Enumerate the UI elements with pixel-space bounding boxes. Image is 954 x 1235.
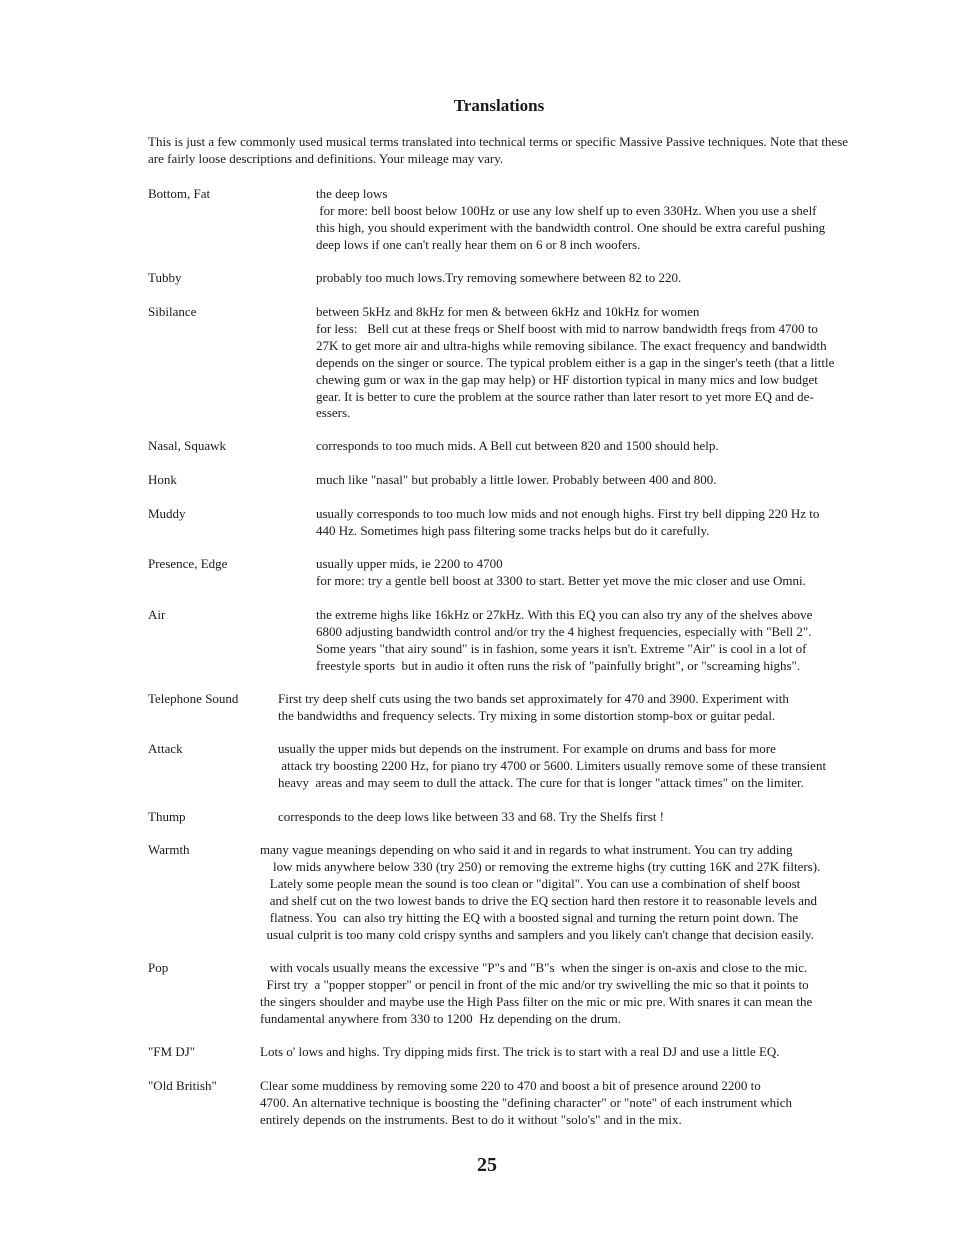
glossary-definition xyxy=(316,506,854,540)
definition-line: for more: try a gentle bell boost at 3300 to start. Better yet move the mic closer and use Omni. xyxy=(316,572,806,588)
definition-line: flatness. You can also try hitting the EQ with a boosted signal and turning the return point down. The xyxy=(260,909,799,925)
glossary-term: Attack xyxy=(148,741,183,756)
glossary-term: Thump xyxy=(148,809,186,824)
glossary-term: Presence, Edge xyxy=(148,556,228,571)
definition-line: the deep lows xyxy=(316,186,388,201)
definition-line: 440 Hz. Sometimes high pass filtering some tracks helps but do it carefully. xyxy=(316,522,710,538)
definition-line: 4700. An alternative technique is boosting the "defining character" or "note" of each instrument which xyxy=(260,1094,793,1110)
definition-line: 6800 adjusting bandwidth control and/or try the 4 highest frequencies, especially with "Bell 2". xyxy=(316,623,812,639)
glossary-definition xyxy=(260,1044,854,1061)
definition-line: much like "nasal" but probably a little lower. Probably between 400 and 800. xyxy=(316,472,717,487)
glossary-definition xyxy=(278,691,854,725)
definition-line: this high, you should experiment with the bandwidth control. One should be extra careful pushing xyxy=(316,219,826,235)
definition-line: the extreme highs like 16kHz or 27kHz. With this EQ you can also try any of the shelves above xyxy=(316,607,813,622)
page-title: Translations xyxy=(453,96,545,115)
glossary-definition xyxy=(260,1078,854,1129)
glossary-term: Pop xyxy=(148,960,169,975)
definition-line: fundamental anywhere from 330 to 1200 Hz depending on the drum. xyxy=(260,1010,622,1026)
definition-line: 27K to get more air and ultra-highs while removing sibilance. The exact frequency and bandwidth xyxy=(316,337,827,353)
definition-line: Lately some people mean the sound is too clean or "digital". You can use a combination of shelf boost xyxy=(260,875,801,891)
glossary-definition xyxy=(316,304,854,422)
definition-line: deep lows if one can't really hear them on 6 or 8 inch woofers. xyxy=(316,236,641,252)
definition-line: chewing gum or wax in the gap may help) or HF distortion typical in many mics and low budget xyxy=(316,371,818,387)
glossary-definition xyxy=(316,438,854,455)
definition-line: corresponds to the deep lows like between 33 and 68. Try the Shelfs first ! xyxy=(278,809,664,824)
glossary-definition xyxy=(260,842,854,943)
definition-line: usually corresponds to too much low mids and not enough highs. First try bell dipping 220 Hz to xyxy=(316,506,820,521)
definition-line: gear. It is better to cure the problem at the source rather than later resort to yet more EQ and de- xyxy=(316,388,814,404)
glossary-term: Sibilance xyxy=(148,304,197,319)
page-number: 25 xyxy=(477,1154,497,1176)
glossary-term: Bottom, Fat xyxy=(148,186,211,201)
glossary-definition xyxy=(316,472,854,489)
definition-line: and shelf cut on the two lowest bands to drive the EQ section hard then restore it to reasonable levels and xyxy=(260,892,818,908)
glossary-term: Muddy xyxy=(148,506,186,521)
definition-line: between 5kHz and 8kHz for men & between 6kHz and 10kHz for women xyxy=(316,304,700,319)
definition-line: for more: bell boost below 100Hz or use any low shelf up to even 330Hz. When you use a shelf xyxy=(316,202,817,218)
definition-line: the singers shoulder and maybe use the High Pass filter on the mic or mic pre. With snares it can mean the xyxy=(260,993,813,1009)
definition-line: First try deep shelf cuts using the two bands set approximately for 470 and 3900. Experiment with xyxy=(278,691,789,706)
definition-line: corresponds to too much mids. A Bell cut between 820 and 1500 should help. xyxy=(316,438,719,453)
definition-line: usually upper mids, ie 2200 to 4700 xyxy=(316,556,503,571)
glossary-definition xyxy=(316,556,854,590)
glossary-term: Warmth xyxy=(148,842,190,857)
glossary-definition xyxy=(316,186,854,254)
definition-line: usual culprit is too many cold crispy synths and samplers and you likely can't change that decision easily. xyxy=(260,926,814,942)
definition-line: usually the upper mids but depends on the instrument. For example on drums and bass for more xyxy=(278,741,776,756)
definition-line: Some years "that airy sound" is in fashion, some years it isn't. Extreme "Air" is cool in a lot of xyxy=(316,640,807,656)
definition-line: low mids anywhere below 330 (try 250) or removing the extreme highs (try cutting 16K and 27K filters). xyxy=(260,858,821,874)
glossary-term: "Old British" xyxy=(148,1078,217,1093)
glossary-term: Telephone Sound xyxy=(148,691,239,706)
definition-line: entirely depends on the instruments. Best to do it without "solo's" and in the mix. xyxy=(260,1111,682,1127)
glossary-definition xyxy=(316,270,854,287)
intro-paragraph: This is just a few commonly used musical terms translated into technical terms or specific Massive Passive techniques. Note that these are fairly loose descriptions and definitions. Your mileage may vary. xyxy=(148,134,849,166)
glossary-term: Tubby xyxy=(148,270,182,285)
definition-line: Lots o' lows and highs. Try dipping mids first. The trick is to start with a real DJ and use a little EQ. xyxy=(260,1044,780,1059)
glossary-term: "FM DJ" xyxy=(148,1044,196,1059)
definition-line: depends on the singer or source. The typical problem either is a gap in the singer's teeth (that a little xyxy=(316,354,835,370)
definition-line: attack try boosting 2200 Hz, for piano try 4700 or 5600. Limiters usually remove some of these transient xyxy=(278,757,827,773)
definition-line: Clear some muddiness by removing some 220 to 470 and boost a bit of presence around 2200 to xyxy=(260,1078,761,1093)
glossary-term: Nasal, Squawk xyxy=(148,438,226,453)
definition-line: freestyle sports but in audio it often runs the risk of "painfully bright", or "screaming highs". xyxy=(316,657,801,673)
glossary-term: Honk xyxy=(148,472,177,487)
glossary-definition xyxy=(278,809,854,826)
definition-line: for less: Bell cut at these freqs or Shelf boost with mid to narrow bandwidth freqs from 4700 to xyxy=(316,320,818,336)
glossary-term: Air xyxy=(148,607,166,622)
glossary-definition xyxy=(260,960,854,1028)
definition-line: First try a "popper stopper" or pencil in front of the mic and/or try swivelling the mic so that it points to xyxy=(260,976,809,992)
glossary-definition xyxy=(316,607,854,675)
definition-line: with vocals usually means the excessive "P"s and "B"s when the singer is on-axis and close to the mic. xyxy=(260,960,808,975)
definition-line: many vague meanings depending on who said it and in regards to what instrument. You can try adding xyxy=(260,842,793,857)
glossary-definition xyxy=(278,741,854,792)
definition-line: probably too much lows.Try removing somewhere between 82 to 220. xyxy=(316,270,682,285)
definition-line: the bandwidths and frequency selects. Try mixing in some distortion stomp-box or guitar pedal. xyxy=(278,707,776,723)
definition-line: essers. xyxy=(316,405,351,421)
definition-line: heavy areas and may seem to dull the attack. The cure for that is longer "attack times" on the limiter. xyxy=(278,774,804,790)
